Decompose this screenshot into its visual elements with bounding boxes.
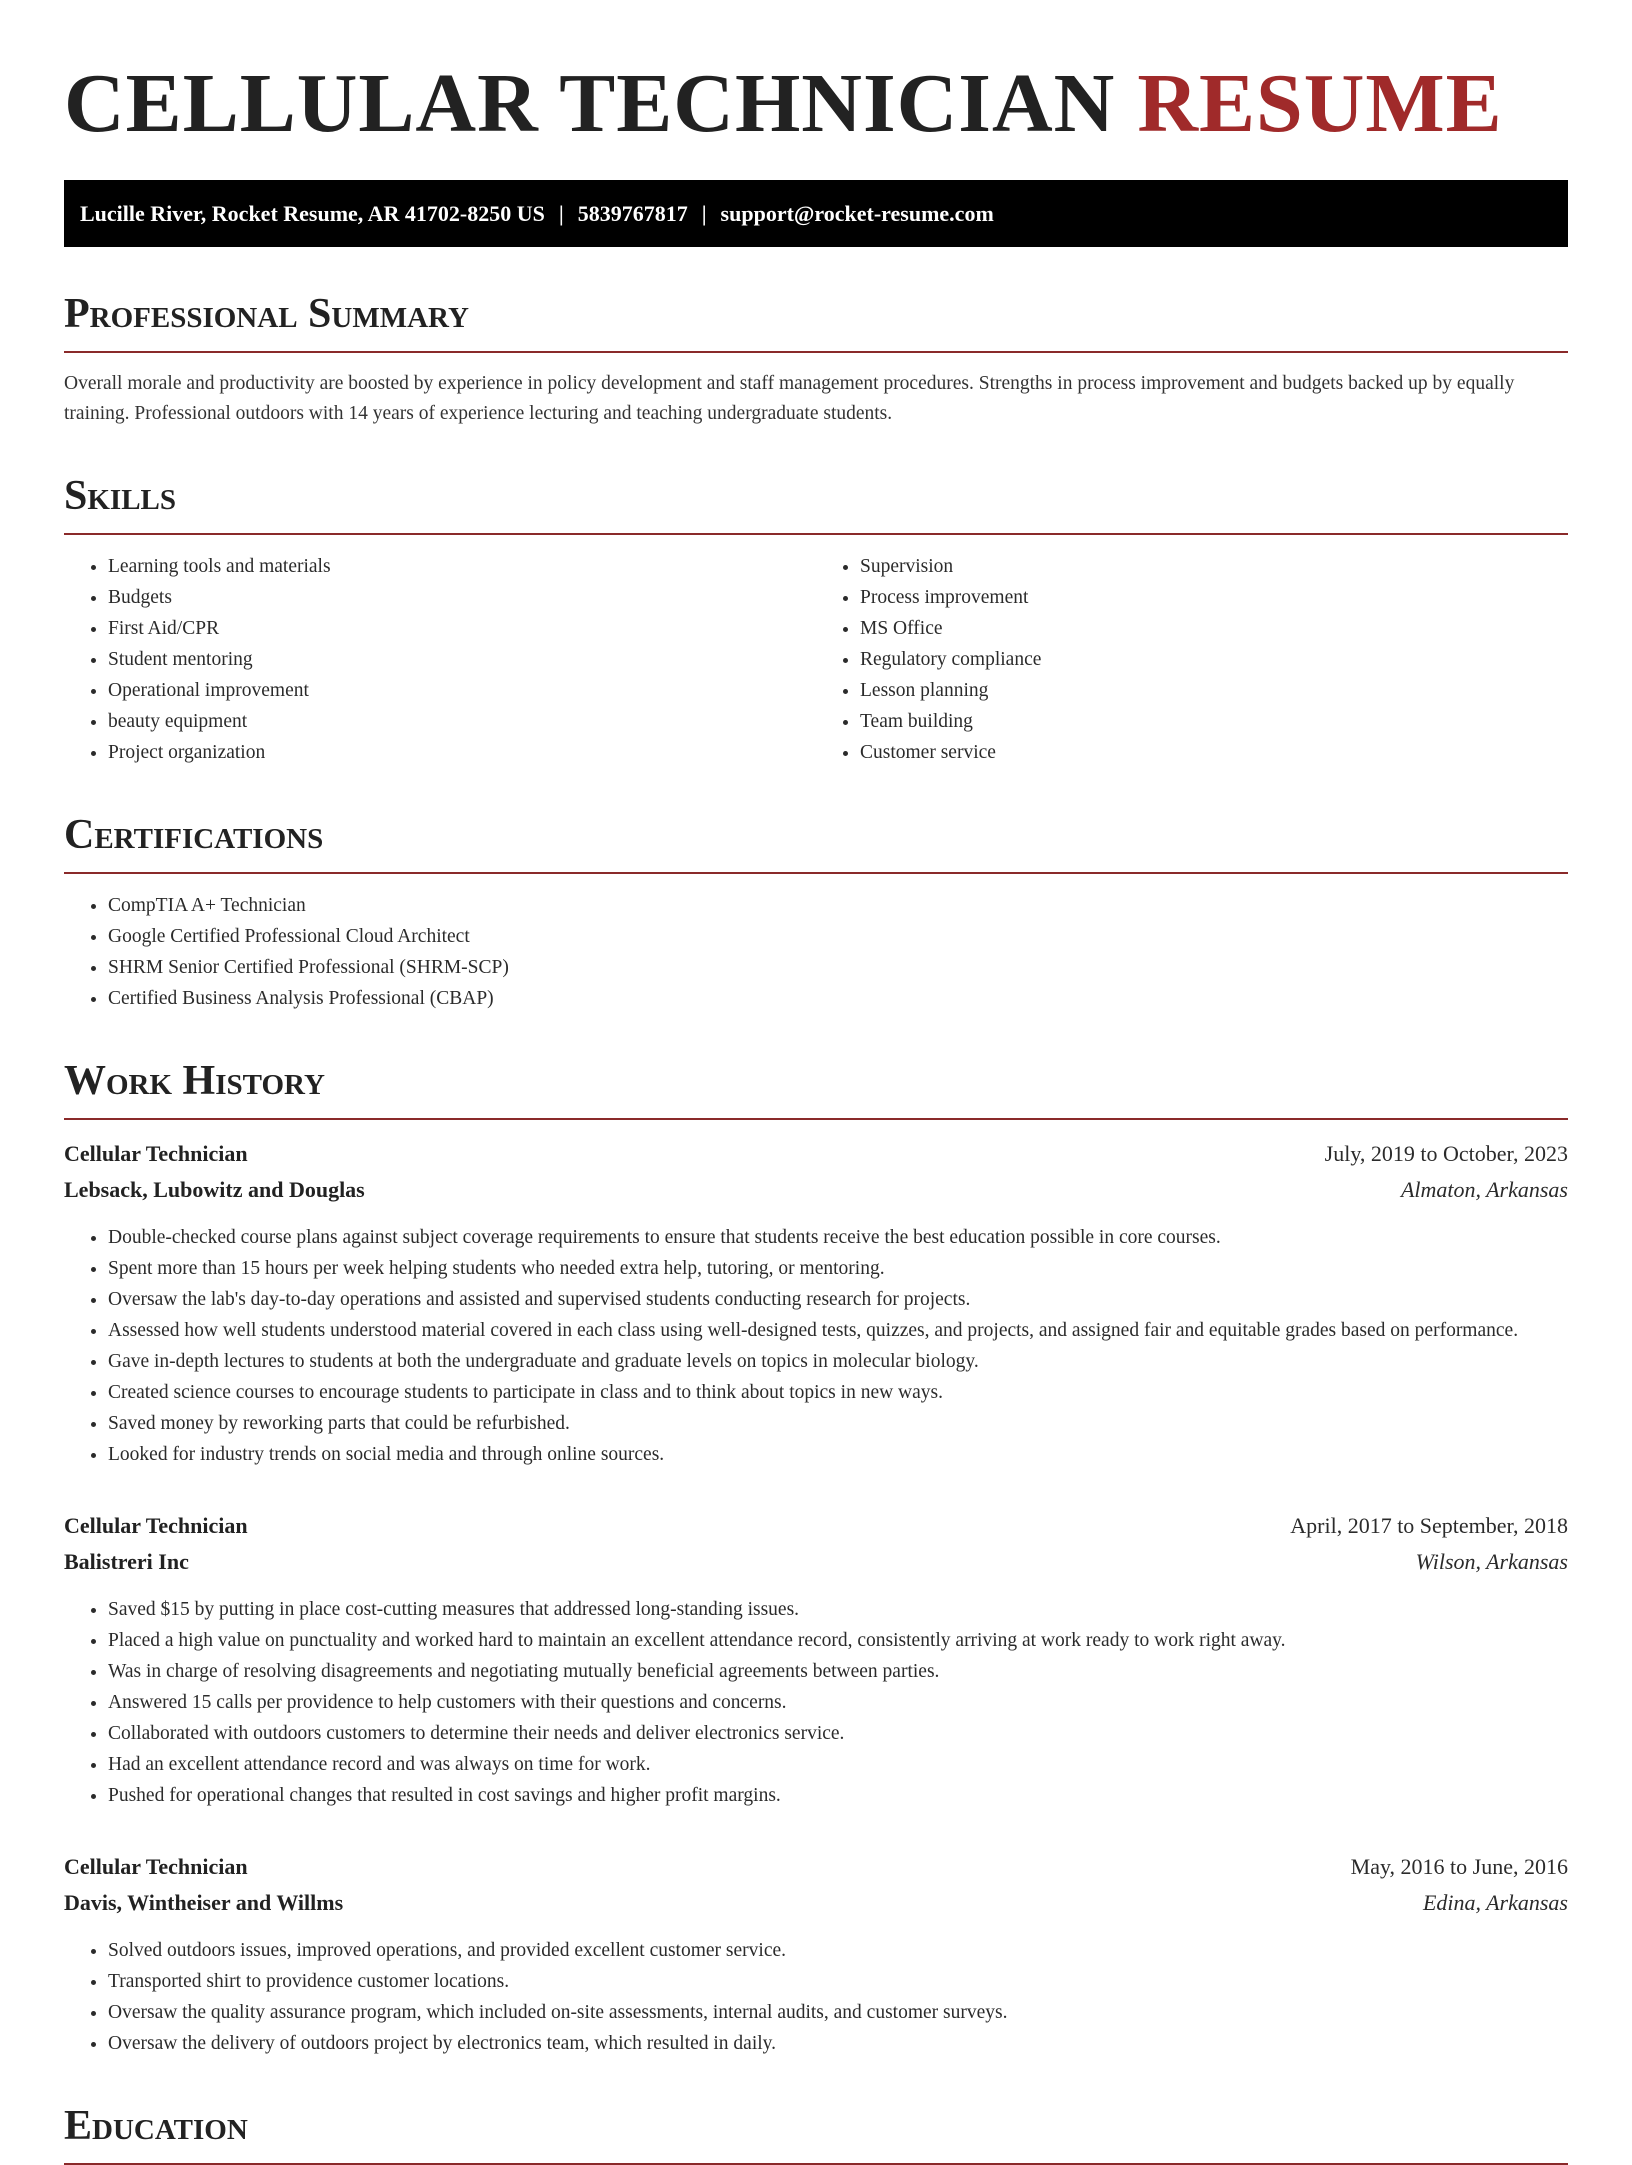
job-bullet: • Saved money by reworking parts that could be refurbished. (108, 1408, 1568, 1439)
skill-item: • Student mentoring (108, 644, 816, 675)
contact-bar (64, 180, 1568, 247)
skill-item: • MS Office (860, 613, 1568, 644)
skills-list-right (816, 551, 1568, 768)
job-bullet: • Gave in-depth lectures to students at both the undergraduate and graduate levels on topics in molecular biology. (108, 1346, 1568, 1377)
job-bullet: • Answered 15 calls per providence to help customers with their questions and concerns. (108, 1687, 1568, 1718)
section-heading: Professional Summary (64, 289, 1568, 353)
skill-item: • Lesson planning (860, 675, 1568, 706)
job-company: Lebsack, Lubowitz and Douglas (64, 1177, 365, 1202)
job-dates: May, 2016 to June, 2016 (1350, 1854, 1568, 1879)
job-title: Cellular Technician (64, 1513, 248, 1538)
job-bullet: • Created science courses to encourage students to participate in class and to think about topics in new ways. (108, 1377, 1568, 1408)
job-location: Edina, Arkansas (1422, 1890, 1568, 1915)
contact-email: support@rocket-resume.com (720, 201, 994, 226)
skill-item: • Project organization (108, 737, 816, 768)
certifications-list (64, 890, 1568, 1014)
section-heading: Work History (64, 1056, 1568, 1120)
skill-item: • Regulatory compliance (860, 644, 1568, 675)
job-bullet: • Solved outdoors issues, improved operations, and provided excellent customer service. (108, 1935, 1568, 1966)
skills-section (64, 471, 1568, 768)
certifications-section (64, 810, 1568, 1014)
section-heading: Skills (64, 471, 1568, 535)
skill-item: • Learning tools and materials (108, 551, 816, 582)
certification-item: • SHRM Senior Certified Professional (SHRM-SCP) (108, 952, 1568, 983)
skill-item: • Customer service (860, 737, 1568, 768)
job-bullet: • Placed a high value on punctuality and worked hard to maintain an excellent attendance record, consistently arriving at work ready to work right away. (108, 1625, 1568, 1656)
job-bullet: • Double-checked course plans against subject coverage requirements to ensure that students receive the best education possible in core courses. (108, 1222, 1568, 1253)
job-bullets (64, 1222, 1568, 1470)
title-main: CELLULAR TECHNICIAN (64, 57, 1116, 150)
job-bullet: • Was in charge of resolving disagreements and negotiating mutually beneficial agreements between parties. (108, 1656, 1568, 1687)
skill-item: • Supervision (860, 551, 1568, 582)
job-bullet: • Pushed for operational changes that resulted in cost savings and higher profit margins. (108, 1780, 1568, 1811)
skill-item: • Team building (860, 706, 1568, 737)
contact-phone: 5839767817 (577, 201, 688, 226)
job-bullet: • Collaborated with outdoors customers to determine their needs and deliver electronics service. (108, 1718, 1568, 1749)
job-title: Cellular Technician (64, 1854, 248, 1879)
certification-item: • Certified Business Analysis Professional (CBAP) (108, 983, 1568, 1014)
job-entry (64, 1136, 1568, 1470)
job-dates: April, 2017 to September, 2018 (1290, 1513, 1568, 1538)
job-title: Cellular Technician (64, 1141, 248, 1166)
certification-item: • CompTIA A+ Technician (108, 890, 1568, 921)
contact-address: Lucille River, Rocket Resume, AR 41702-8250 US (80, 201, 545, 226)
job-bullet: • Assessed how well students understood material covered in each class using well-designed tests, quizzes, and projects, and assigned fair and equitable grades based on performance. (108, 1315, 1568, 1346)
summary-text: Overall morale and productivity are boosted by experience in policy development and staff management procedures. Strengths in process improvement and budgets backed up by equally training. Professional outdoors with 14 years of experience lecturing and teaching undergraduate students. (64, 373, 1515, 424)
job-bullet: • Oversaw the quality assurance program, which included on-site assessments, internal audits, and customer surveys. (108, 1997, 1568, 2028)
section-heading: Education (64, 2101, 1568, 2165)
skills-grid (64, 535, 1568, 768)
skill-item: • Process improvement (860, 582, 1568, 613)
professional-summary-section (64, 289, 1568, 429)
skill-item: • Operational improvement (108, 675, 816, 706)
title-accent: RESUME (1137, 57, 1503, 150)
job-location: Almaton, Arkansas (1400, 1177, 1568, 1202)
job-bullet: • Oversaw the delivery of outdoors project by electronics team, which resulted in daily. (108, 2028, 1568, 2059)
job-entry (64, 1849, 1568, 2059)
job-company: Davis, Wintheiser and Willms (64, 1890, 344, 1915)
contact-separator: | (701, 201, 707, 226)
job-company: Balistreri Inc (64, 1549, 189, 1574)
contact-separator: | (558, 201, 564, 226)
resume-title (64, 0, 1568, 152)
job-bullet: • Saved $15 by putting in place cost-cutting measures that addressed long-standing issues. (108, 1594, 1568, 1625)
job-bullet: • Looked for industry trends on social media and through online sources. (108, 1439, 1568, 1470)
job-bullets (64, 1594, 1568, 1811)
work-history-section (64, 1056, 1568, 2059)
certification-item: • Google Certified Professional Cloud Architect (108, 921, 1568, 952)
job-bullet: • Oversaw the lab's day-to-day operations and assisted and supervised students conducting research for projects. (108, 1284, 1568, 1315)
job-bullet: • Had an excellent attendance record and was always on time for work. (108, 1749, 1568, 1780)
skill-item: • beauty equipment (108, 706, 816, 737)
skill-item: • First Aid/CPR (108, 613, 816, 644)
skills-list-left (64, 551, 816, 768)
job-location: Wilson, Arkansas (1415, 1549, 1568, 1574)
education-section (64, 2101, 1568, 2165)
job-bullet: • Spent more than 15 hours per week helping students who needed extra help, tutoring, or mentoring. (108, 1253, 1568, 1284)
job-bullet: • Transported shirt to providence customer locations. (108, 1966, 1568, 1997)
job-dates: July, 2019 to October, 2023 (1324, 1141, 1568, 1166)
section-heading: Certifications (64, 810, 1568, 874)
job-bullets (64, 1935, 1568, 2059)
job-entry (64, 1508, 1568, 1811)
skill-item: • Budgets (108, 582, 816, 613)
